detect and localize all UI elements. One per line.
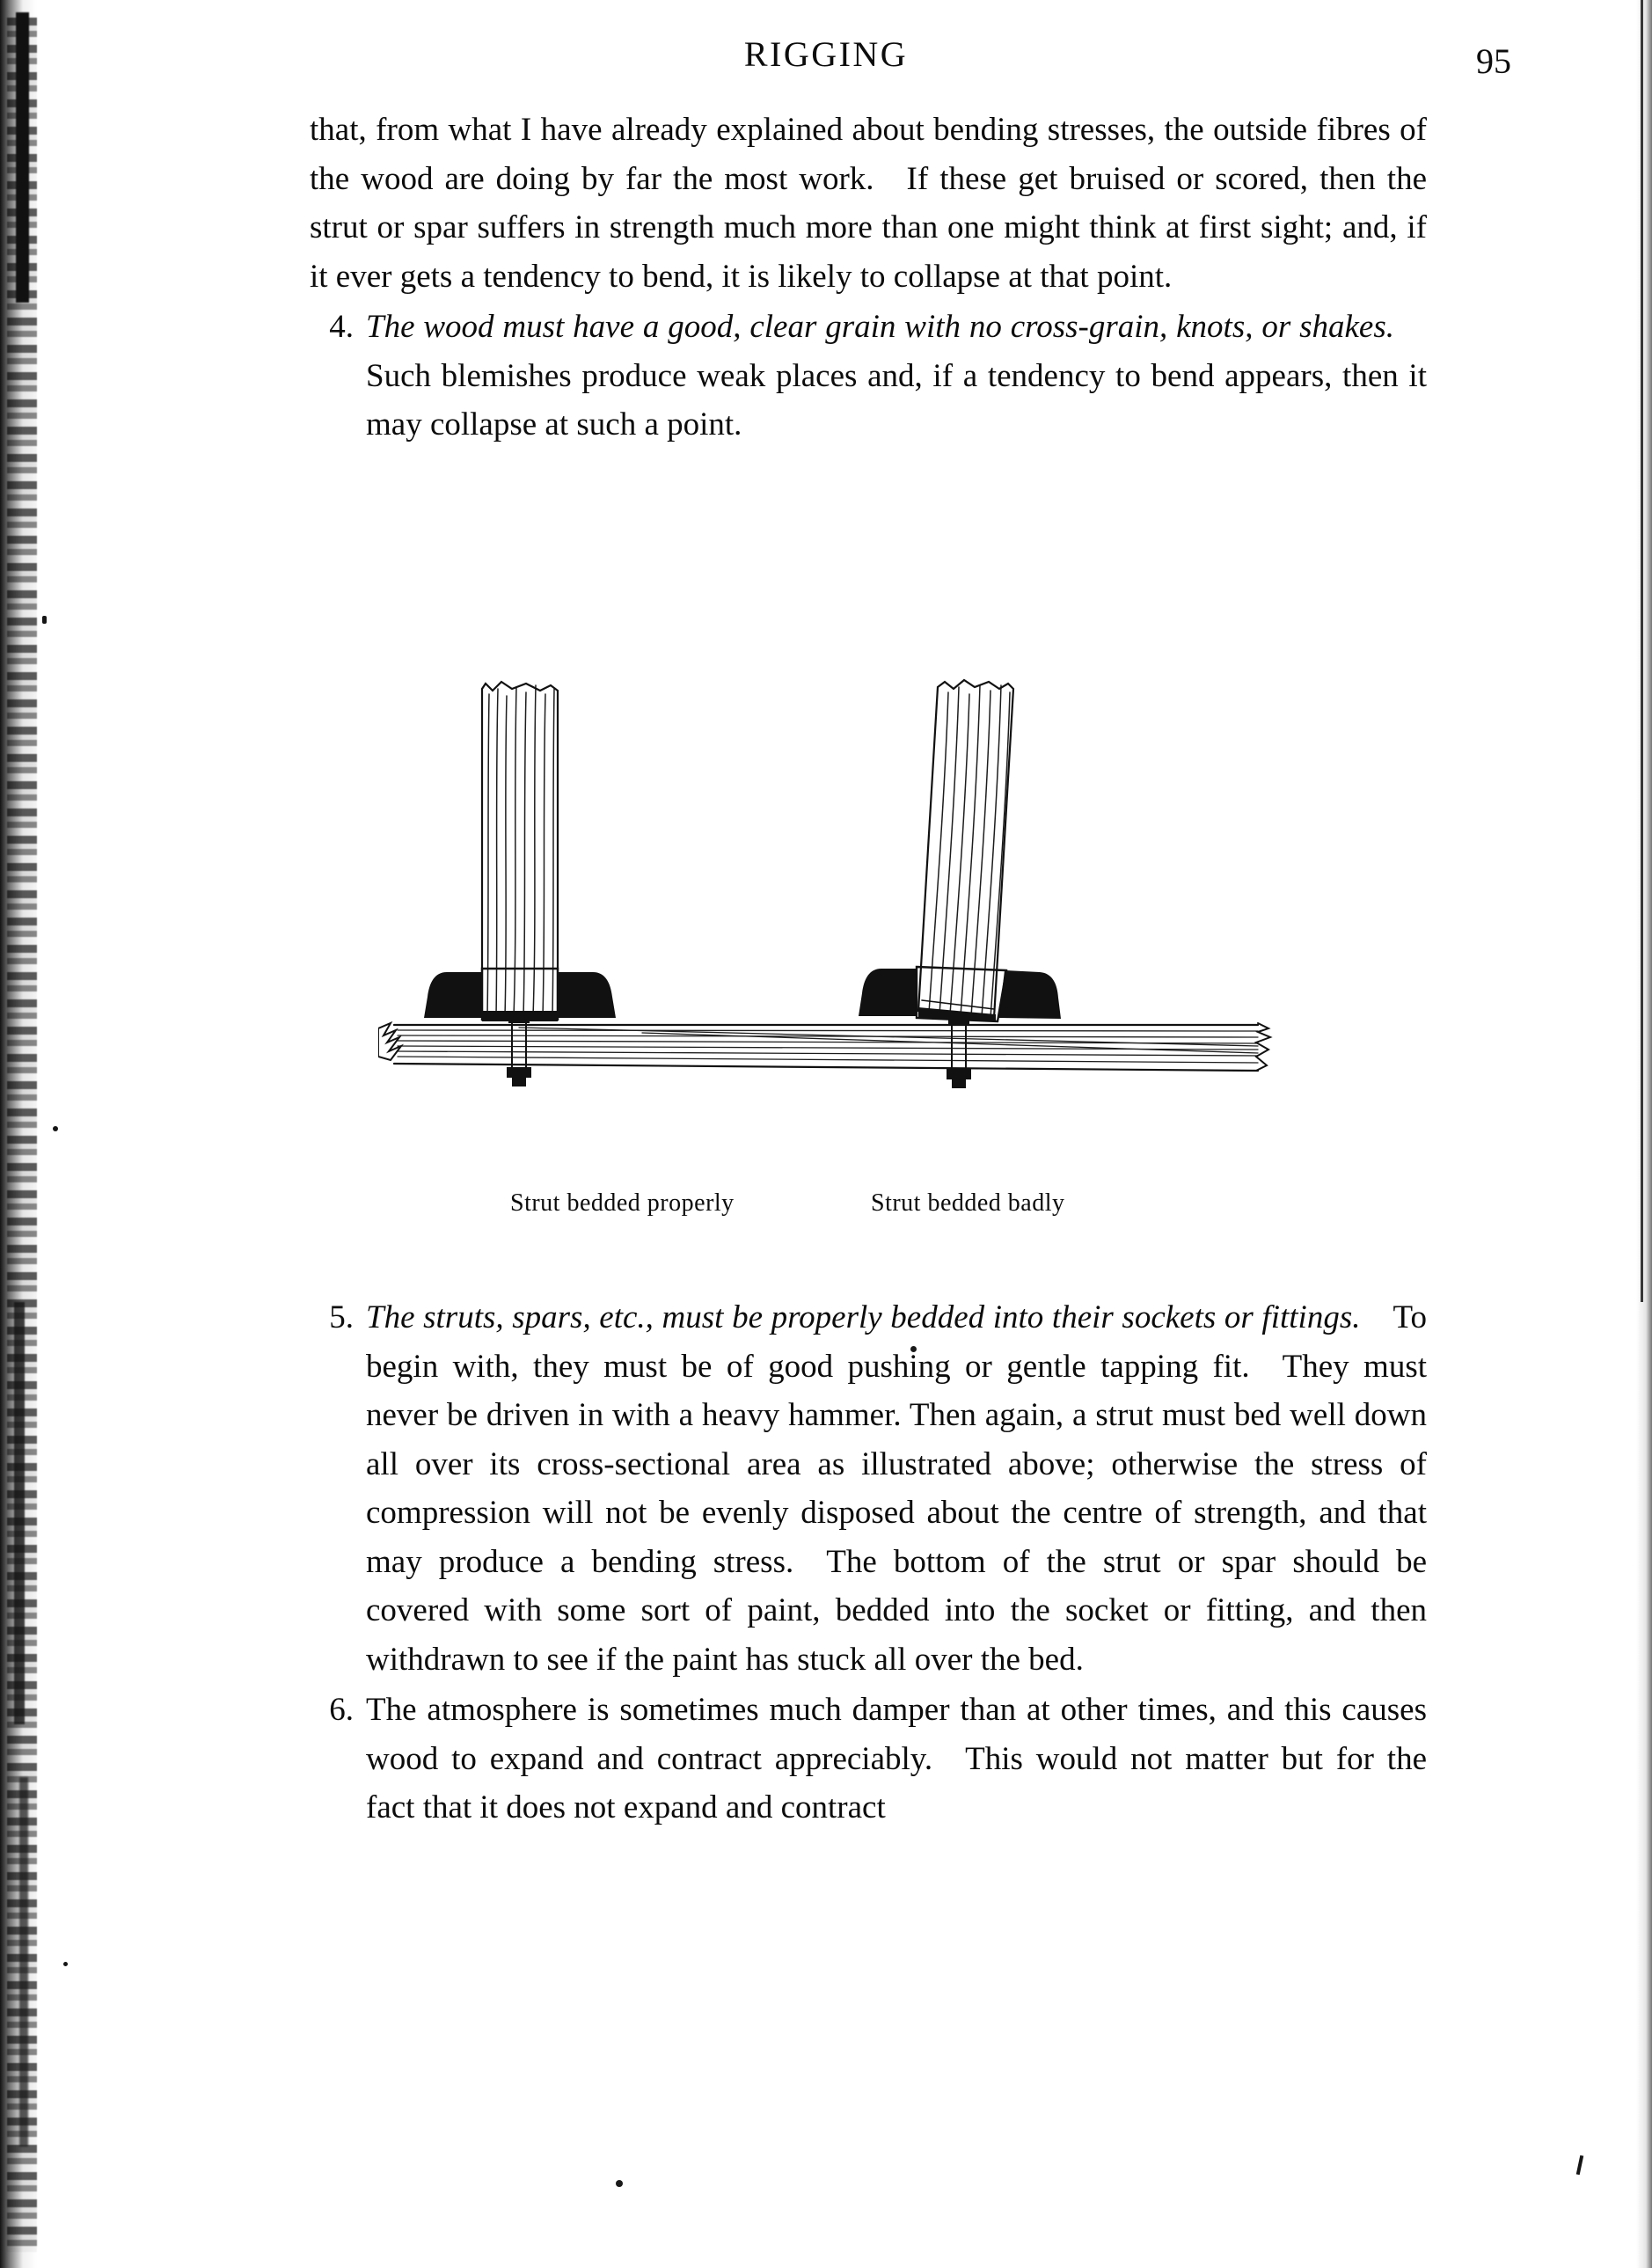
text-column-upper bbox=[310, 106, 1427, 450]
scan-speck bbox=[1576, 2155, 1583, 2175]
list-item bbox=[310, 1686, 1427, 1833]
page-scan-right-rule bbox=[1641, 0, 1643, 1302]
page-scan-left-smudge bbox=[7, 18, 37, 2252]
figure-captions bbox=[378, 1189, 1276, 1225]
page-scan-left-mark-bottom bbox=[19, 1777, 28, 2147]
figure-caption-right: Strut bedded badly bbox=[871, 1189, 1065, 1217]
list-item-italic-lead: The struts, spars, etc., must be properly bedded into their sockets or fittings. bbox=[366, 1299, 1361, 1335]
paragraph-continued: that, from what I have already explained about bending stresses, the outside fibres of the wood are doing by far the most work. If these get bruised or scored, then the strut or spar suffers in strength much more than one might think at first sight; and, if it ever gets a tendency to bend, it is likely to collapse at that point. bbox=[310, 112, 1427, 295]
list-item bbox=[310, 303, 1427, 450]
numbered-list-upper bbox=[310, 303, 1427, 450]
scan-speck bbox=[616, 2180, 623, 2187]
list-item-body bbox=[366, 303, 1427, 450]
scan-speck bbox=[63, 1962, 68, 1966]
strut-bedding-illustration bbox=[378, 673, 1276, 1025]
numbered-list-lower bbox=[310, 1293, 1427, 1833]
list-item-body bbox=[366, 1686, 1427, 1833]
list-item-number: 4. bbox=[329, 309, 354, 345]
list-item-number: 5. bbox=[329, 1299, 354, 1335]
strut-bedding-drawing bbox=[378, 673, 1276, 1201]
scan-speck bbox=[42, 616, 47, 624]
list-item-number: 6. bbox=[329, 1692, 354, 1728]
scan-speck bbox=[53, 1126, 58, 1131]
running-head: RIGGING bbox=[743, 34, 909, 74]
page-scan-left-mark-middle bbox=[14, 1302, 25, 1724]
list-item-text: Such blemishes produce weak places and, if a tendency to bend appears, then it may collapse at such a point. bbox=[366, 309, 1427, 443]
list-item-text: The atmosphere is sometimes much damper than at other times, and this causes wood to expand and contract appreciably. This would not matter but for the fact that it does not expand and contract bbox=[366, 1692, 1427, 1825]
list-item-body bbox=[366, 1293, 1427, 1684]
figure-caption-left: Strut bedded properly bbox=[510, 1189, 735, 1217]
list-item bbox=[310, 1293, 1427, 1684]
text-column-lower bbox=[310, 1291, 1427, 1833]
list-item-italic-lead: The wood must have a good, clear grain with no cross-grain, knots, or shakes. bbox=[366, 309, 1394, 345]
list-item-text: To begin with, they must be of good pushing or gentle tapping fit. They must never be driven in with a heavy hammer. Then again, a strut must bed well down all over its cross-sectional area as illustrated above; otherwise the stress of compression will not be evenly disposed about the centre of strength, and that may produce a bending stress. The bottom of the strut or spar should be covered with some sort of paint, bedded into the socket or fitting, and then withdrawn to see if the paint has stuck all over the bed. bbox=[366, 1299, 1427, 1678]
page-scan-right-edge bbox=[1629, 0, 1652, 2268]
page-number: 95 bbox=[1476, 41, 1511, 81]
page-scan-left-edge bbox=[0, 0, 56, 2268]
